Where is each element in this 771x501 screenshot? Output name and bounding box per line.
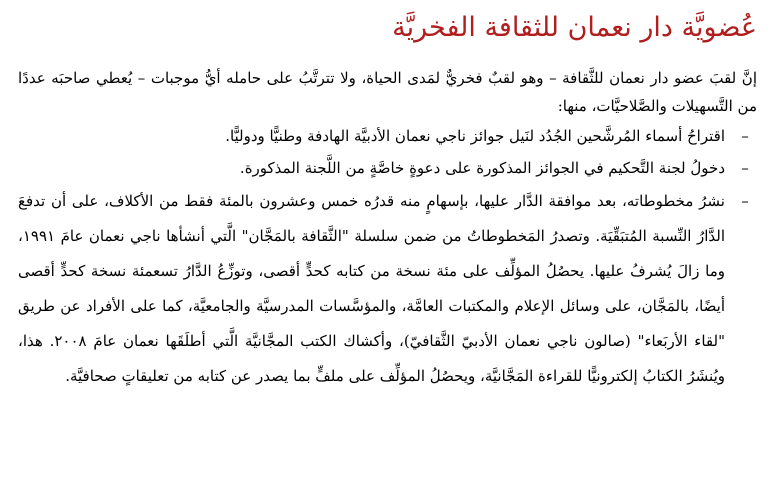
benefits-list (18, 120, 757, 394)
intro-paragraph: إنَّ لقبَ عضو دار نعمان للثَّقافة – وهو لقبٌ فخريٌّ لمَدى الحياة، ولا تترتَّبُ على حامله أيُّ موجبات – يُعطي صاحبَه عددًا من التَّسهيلات والصَّلاحيَّات، منها: (18, 69, 757, 115)
bullet-marker: – (741, 192, 749, 210)
list-item (18, 184, 757, 394)
page-title: عُضويَّة دار نعمان للثقافة الفخريَّة (392, 12, 757, 43)
bullet-marker: – (741, 159, 749, 177)
list-item-text: نشرُ مخطوطاته، بعد موافقة الدَّار عليها، بإسهامٍ منه قدرُه خمس وعشرون بالمئة فقط من الأكلاف، على أن تدفعَ الدَّارُ النِّسبة المُتبَقِّيَة. وتصدرُ المَخطوطاتُ من ضمن سلسلة "الثَّقافة بالمَجَّان" الَّتي أنشأها ناجي نعمان عامَ ١٩٩١، وما زالَ يُشرفُ عليها. يحصُلُ المؤلِّف على مئة نسخة من كتابه كحدٍّ أقصى، وتوزِّعُ الدَّارُ تسعمئة نسخة كحدٍّ أقصى أيضًا، بالمَجَّان، على وسائل الإعلام والمكتبات العامَّة، والمؤسَّسات المدرسيَّة والجامعيَّة، كما على الأفراد عن طريق "لقاء الأربَعاء" (صالون ناجي نعمان الأدبيّ الثَّقافيّ)، وأكشاك الكتب المجَّانيَّة الَّتي أطلَقَها نعمان عامَ ٢٠٠٨. هذا، ويُنشَرُ الكتابُ إلكترونيًّا للقراءة المَجَّانيَّة، ويحصُلُ المؤلِّف على ملفٍّ بما يصدر عن كتابه من تعليقاتٍ صحافيَّة. (18, 192, 725, 385)
list-item-text: دخولُ لجنة التَّحكيم في الجوائز المذكورة على دعوةٍ خاصَّةٍ من اللَّجنة المذكورة. (239, 159, 725, 177)
list-item (18, 152, 757, 184)
list-item-text: اقتراحُ أسماء المُرشَّحين الجُدُد لنَيل جوائز ناجي نعمان الأدبيَّة الهادفة وطنيًّا ودوليًّا. (225, 127, 725, 145)
bullet-marker: – (741, 127, 749, 145)
list-item (18, 120, 757, 152)
